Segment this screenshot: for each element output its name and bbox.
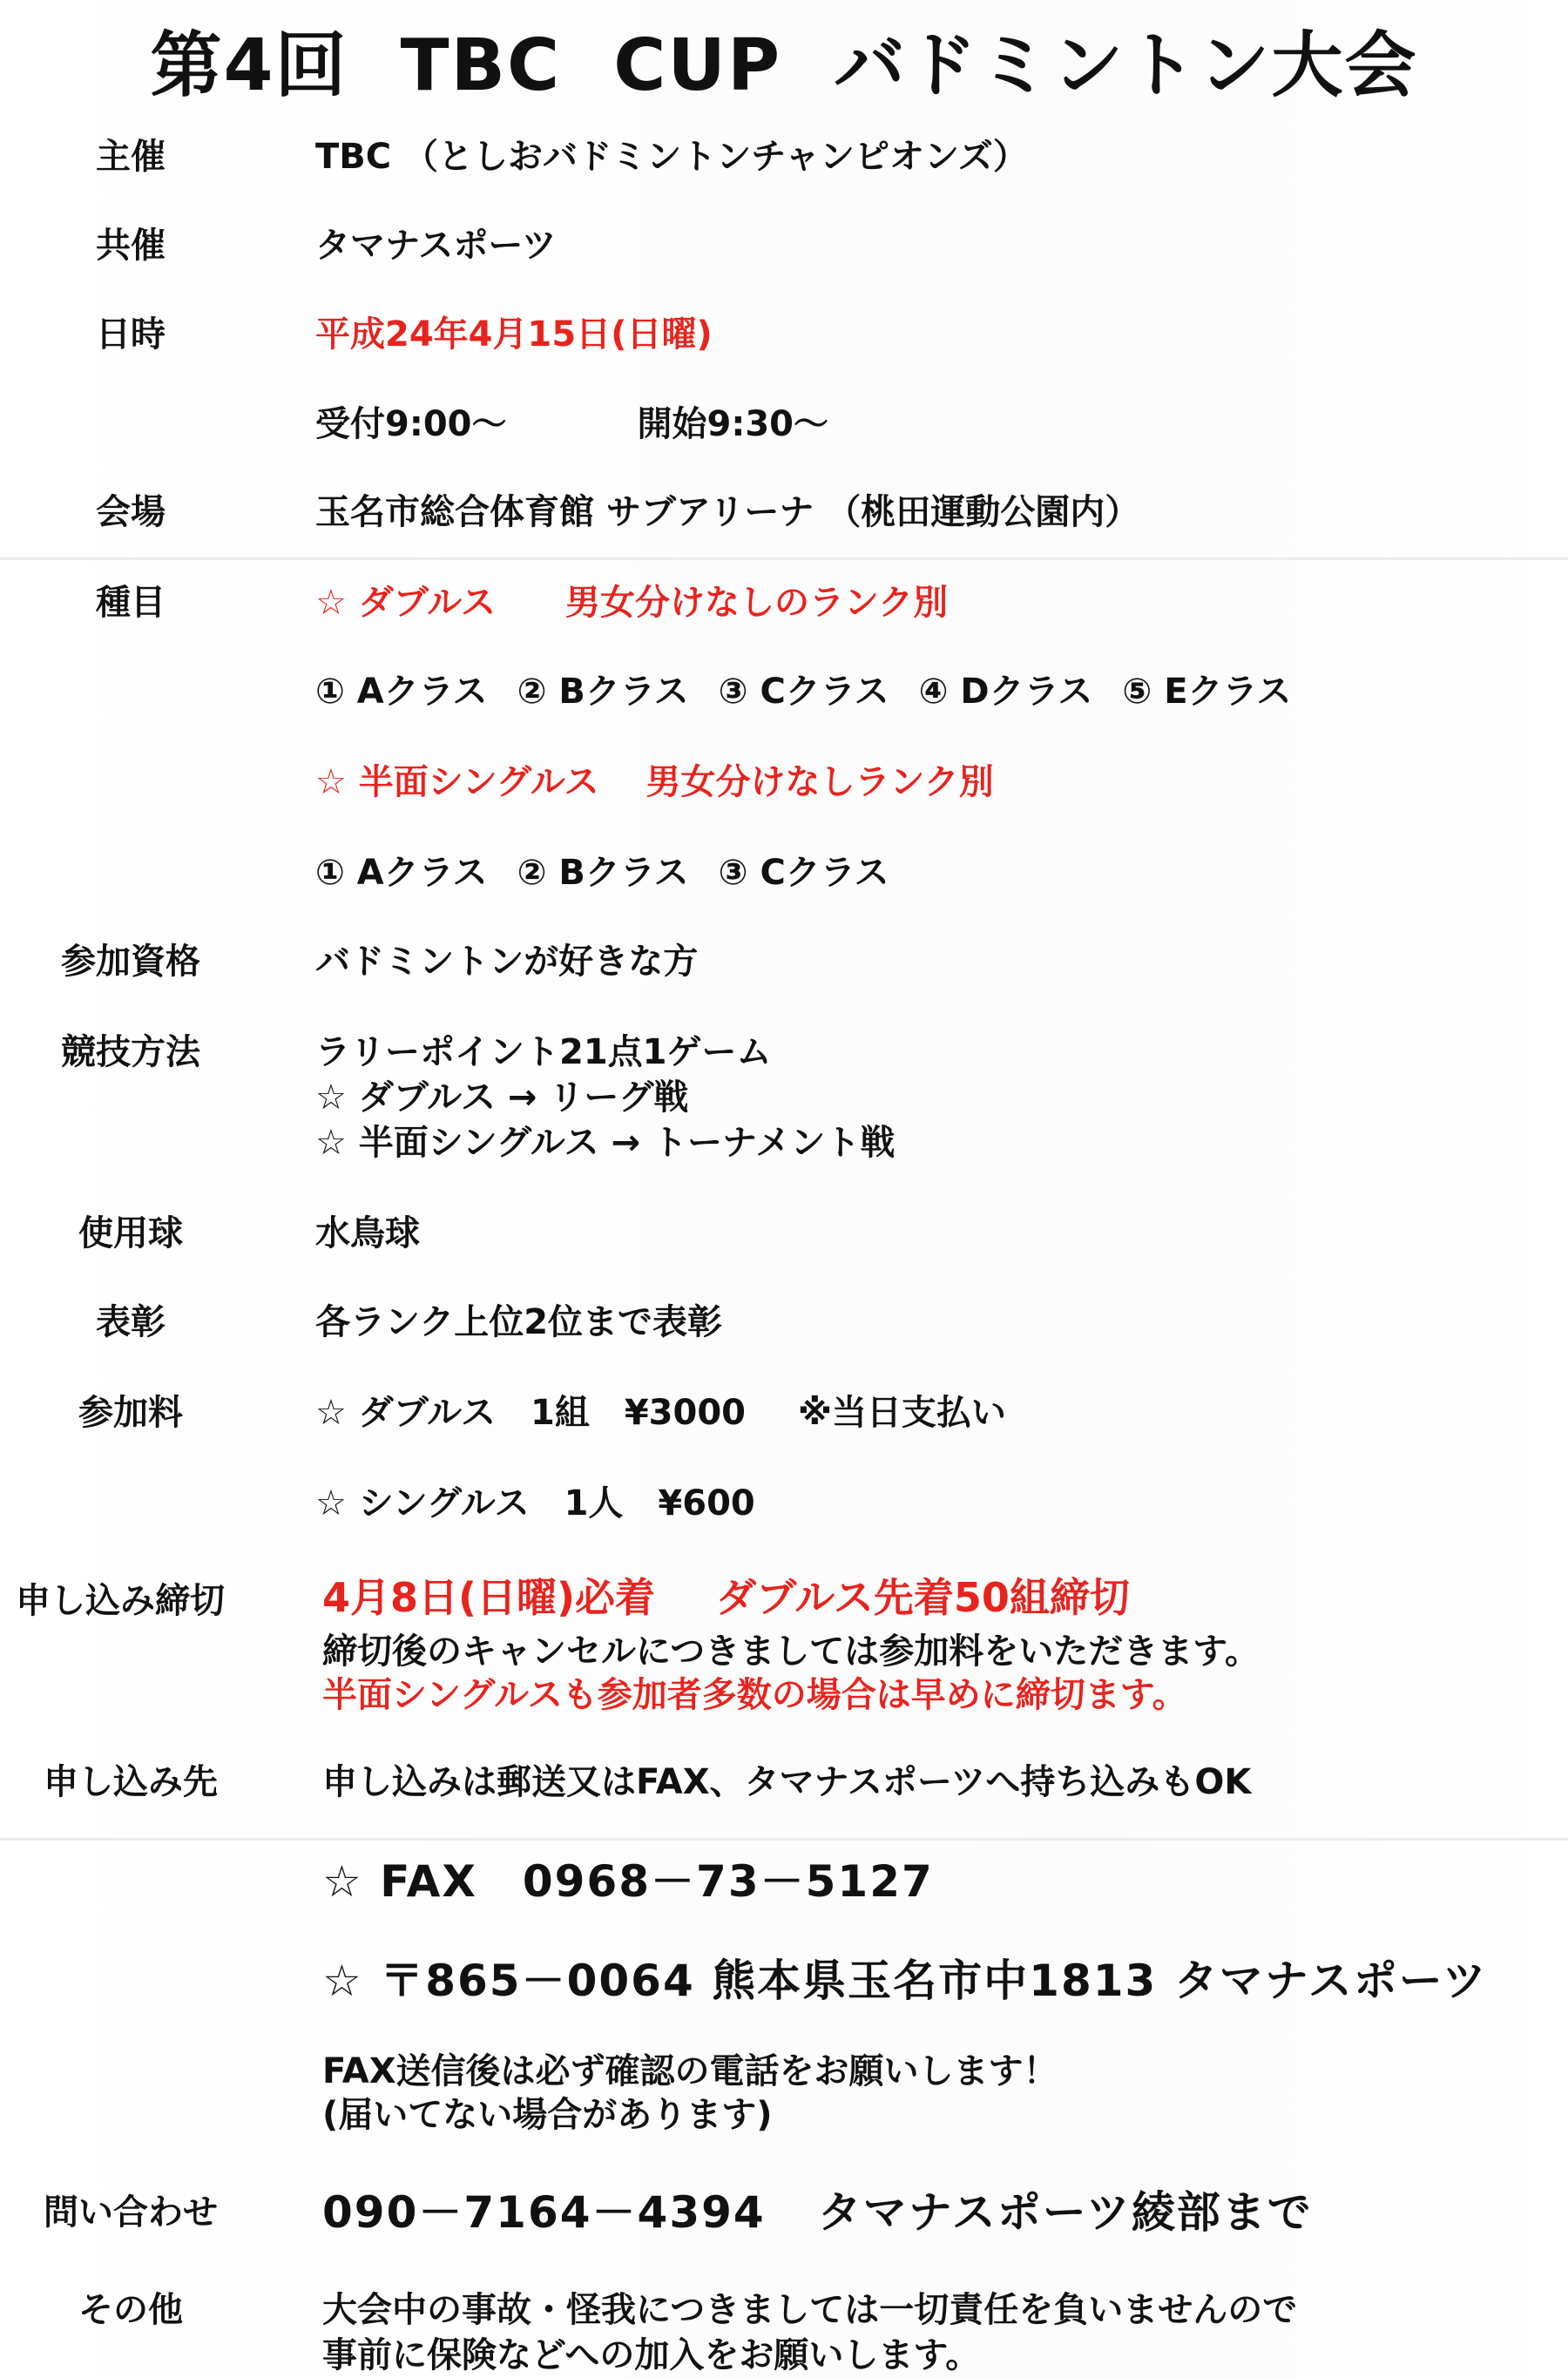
organizer-value: TBC （としおバドミントンチャンピオンズ） (315, 137, 1028, 177)
apply-address: ☆ 〒865－0064 熊本県玉名市中1813 タマナスポーツ (322, 1956, 1488, 2006)
class-item: ⑤ Eクラス (1122, 672, 1292, 712)
class-item: ① Aクラス (315, 672, 488, 712)
cosponsor-value: タマナスポーツ (315, 226, 557, 266)
awards-value: 各ランク上位2位まで表彰 (315, 1302, 723, 1342)
start-time: 開始9:30〜 (637, 404, 828, 444)
title-tournament: バドミントン大会 (834, 24, 1418, 107)
contact-label: 問い合わせ (44, 2192, 218, 2233)
class-item: ④ Dクラス (918, 672, 1093, 712)
eligibility-label: 参加資格 (61, 942, 200, 982)
singles-heading: ☆ 半面シングルス 男女分けなしランク別 (315, 762, 994, 802)
contact-phone: 090－7164－4394 (322, 2187, 766, 2238)
other-line: 事前に保険などへの加入をお願いします。 (322, 2335, 981, 2375)
class-item: ③ Cクラス (718, 672, 889, 712)
apply-fax: ☆ FAX 0968－73－5127 (322, 1856, 934, 1907)
contact-person: タマナスポーツ綾部まで (817, 2187, 1313, 2238)
deadline-singles-note: 半面シングルスも参加者多数の場合は早めに締切ます。 (322, 1675, 1187, 1715)
shuttle-label: 使用球 (78, 1213, 183, 1253)
datetime-label: 日時 (96, 314, 166, 355)
doubles-heading: ☆ ダブルス 男女分けなしのランク別 (315, 583, 949, 623)
awards-label: 表彰 (96, 1302, 166, 1342)
fee-doubles-row (315, 1385, 1006, 1435)
fee-singles: ☆ シングルス 1人 ¥600 (315, 1483, 755, 1523)
events-label: 種目 (96, 583, 166, 623)
organizer-label: 主催 (96, 137, 166, 177)
class-item: ③ Cクラス (718, 853, 889, 893)
title-edition: 第4回 (150, 24, 348, 107)
class-item: ② Bクラス (517, 853, 689, 893)
contact-row (322, 2178, 1313, 2240)
deadline-main-row (322, 1566, 1130, 1624)
doubles-class-list (315, 664, 1321, 713)
event-date: 平成24年4月15日(日曜) (315, 314, 713, 355)
fax-note: (届いてない場合があります) (322, 2095, 773, 2135)
format-line: ☆ ダブルス → リーグ戦 (315, 1078, 689, 1118)
format-line: ラリーポイント21点1ゲーム (315, 1032, 772, 1072)
apply-method: 申し込みは郵送又はFAX、タマナスポーツへ持ち込みもOK (322, 1762, 1252, 1802)
reception-time: 受付9:00〜 (315, 404, 507, 444)
venue-label: 会場 (96, 492, 166, 532)
other-label: その他 (78, 2290, 183, 2330)
paper-fold-line (0, 1838, 1568, 1841)
cosponsor-label: 共催 (96, 226, 166, 266)
format-line: ☆ 半面シングルス → トーナメント戦 (315, 1123, 896, 1163)
fee-doubles: ☆ ダブルス 1組 ¥3000 (315, 1393, 746, 1433)
title-cup: CUP (613, 24, 782, 107)
venue-value: 玉名市総合体育館 サブアリーナ （桃田運動公園内） (315, 492, 1140, 532)
fee-note: ※当日支払い (797, 1393, 1006, 1433)
deadline-date: 4月8日(日曜)必着 (322, 1574, 656, 1621)
deadline-cancel-note: 締切後のキャンセルにつきましては参加料をいただきます。 (322, 1631, 1260, 1672)
format-label: 競技方法 (61, 1032, 200, 1072)
class-item: ① Aクラス (315, 853, 488, 893)
event-times (315, 396, 828, 446)
deadline-label: 申し込み締切 (16, 1581, 225, 1621)
paper-fold-line (0, 557, 1568, 560)
page-title (0, 9, 1568, 111)
fax-note: FAX送信後は必ず確認の電話をお願いします！ (322, 2051, 1058, 2091)
fee-label: 参加料 (78, 1393, 183, 1433)
apply-label: 申し込み先 (44, 1762, 218, 1802)
title-tbc: TBC (400, 24, 562, 107)
class-item: ② Bクラス (517, 672, 689, 712)
other-line: 大会中の事故・怪我につきましては一切責任を負いませんので (322, 2290, 1298, 2330)
eligibility-value: バドミントンが好きな方 (315, 942, 699, 982)
shuttle-value: 水鳥球 (315, 1213, 420, 1253)
deadline-limit: ダブルス先着50組締切 (716, 1574, 1130, 1621)
singles-class-list (315, 845, 919, 895)
